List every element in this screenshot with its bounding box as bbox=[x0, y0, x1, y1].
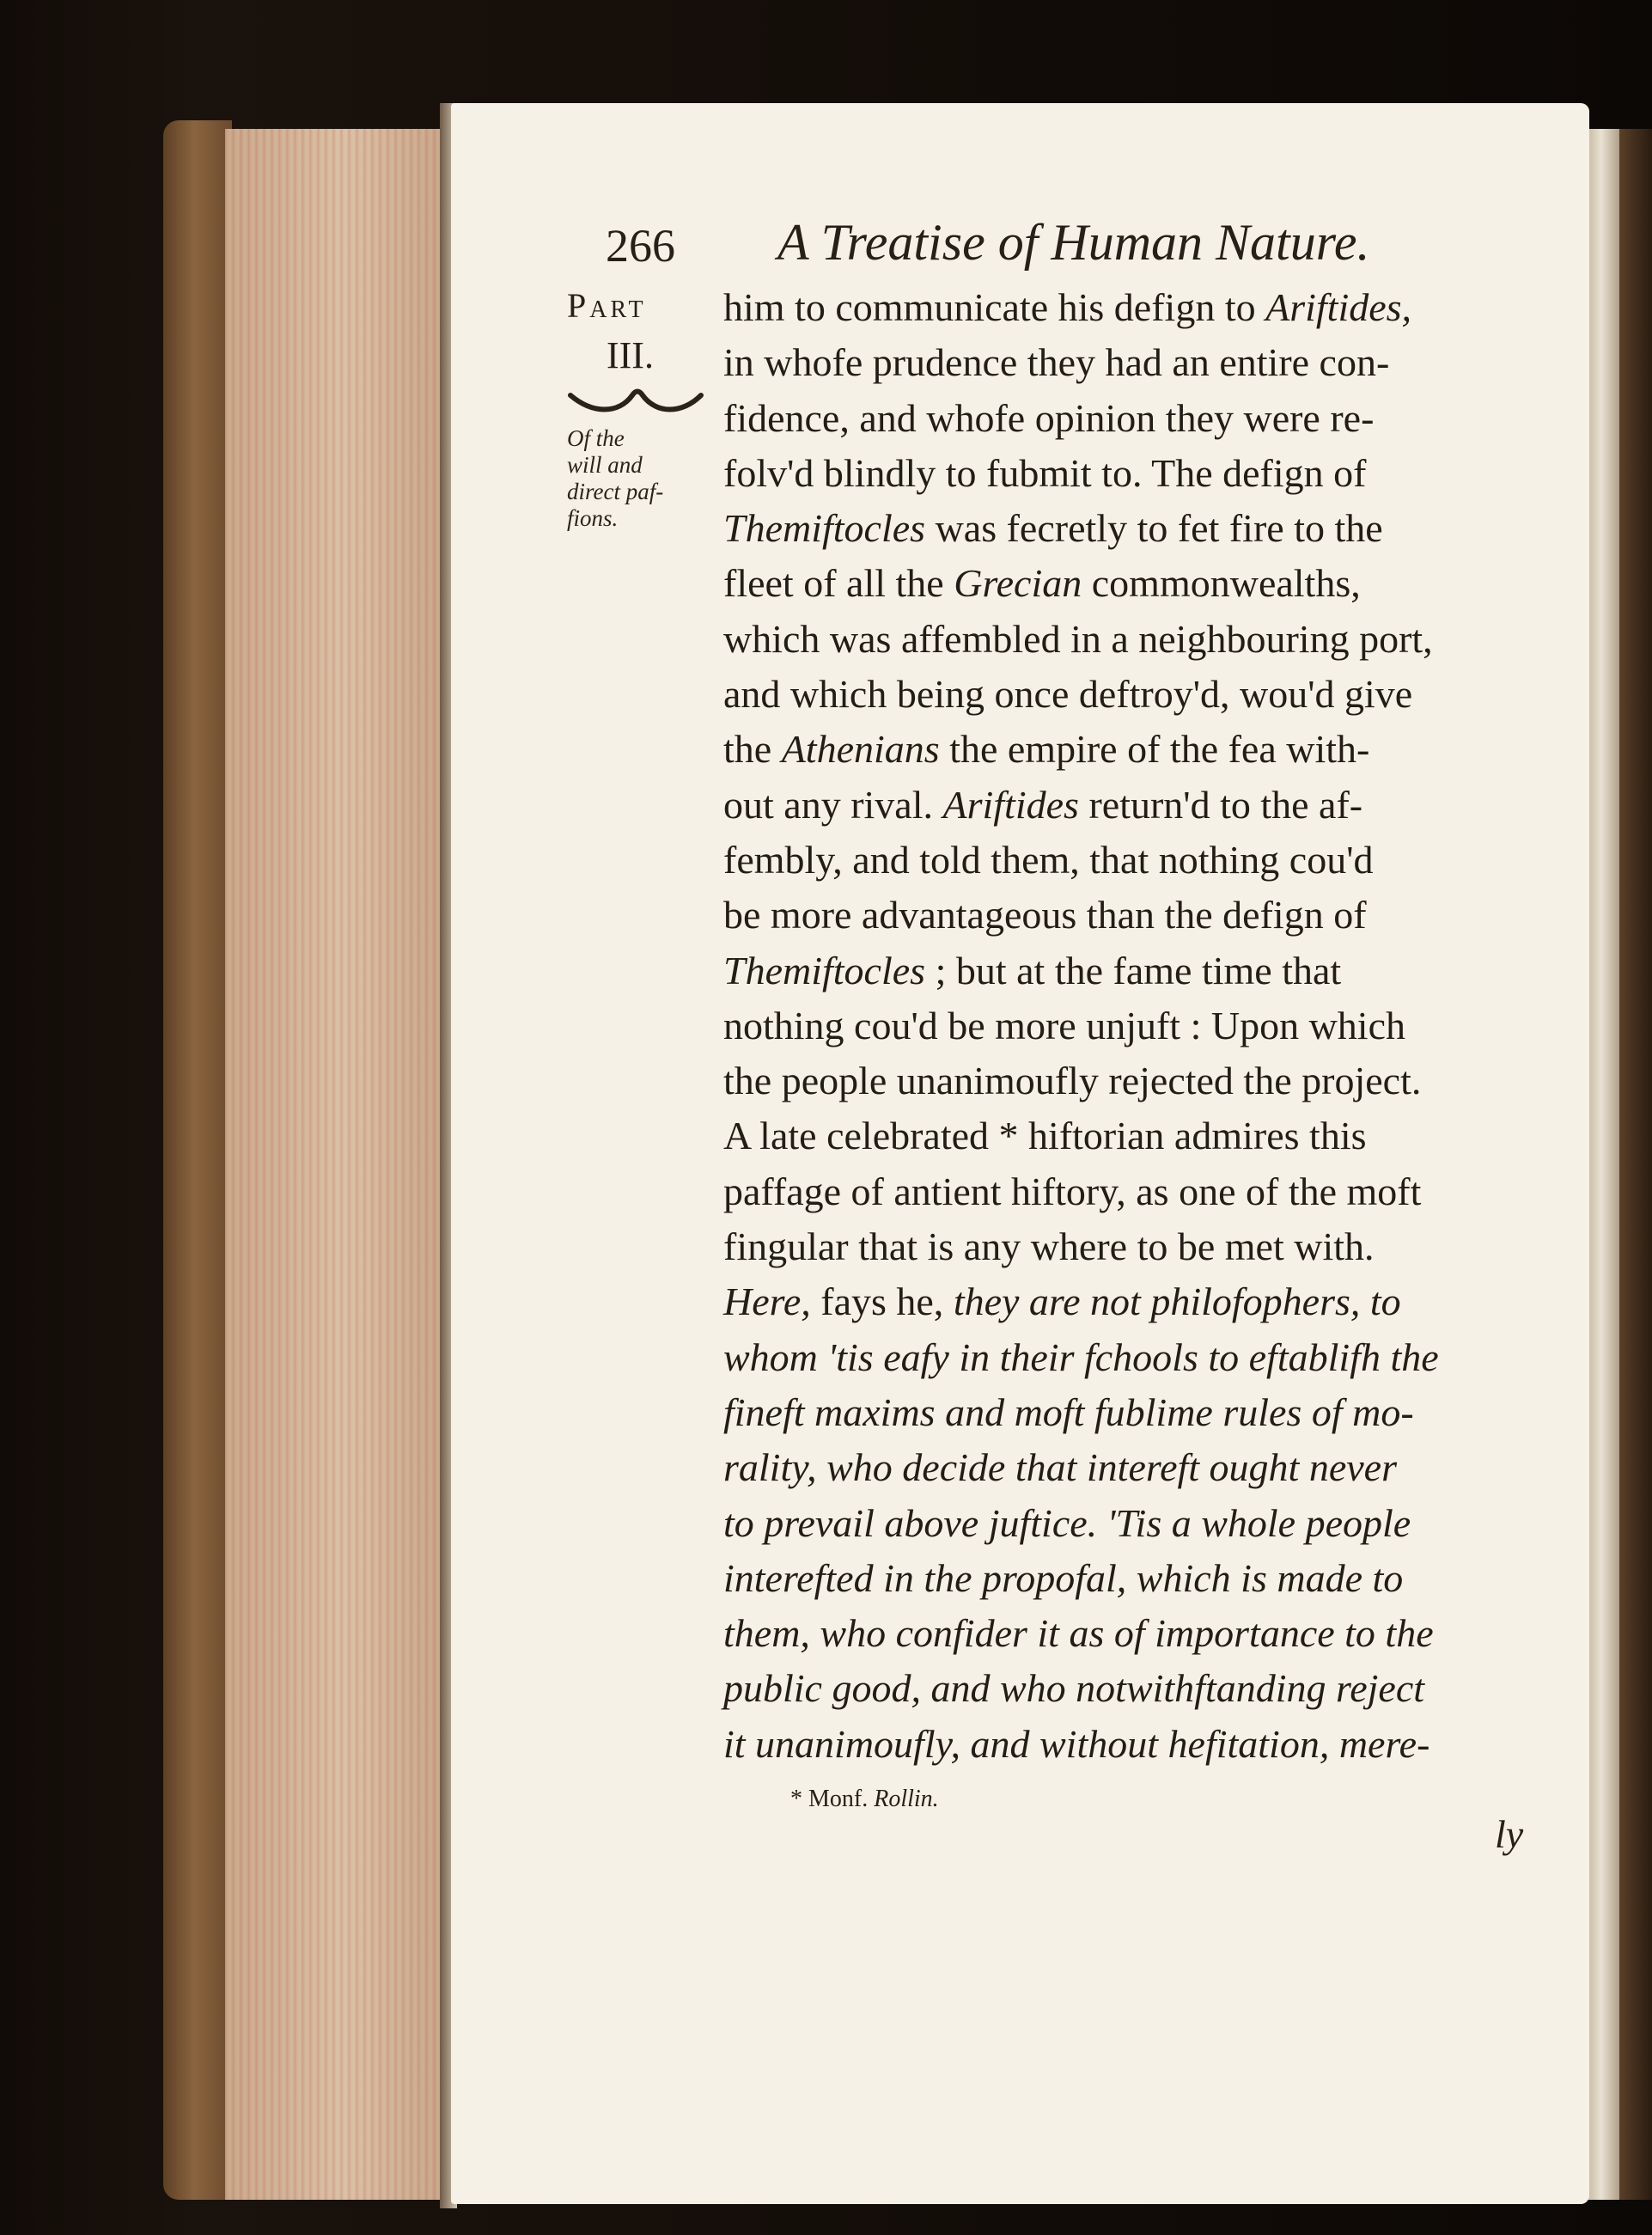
catchword: ly bbox=[1495, 1812, 1524, 1856]
text-line bbox=[723, 501, 1522, 556]
text-span: fembly, and told them, that nothing cou'd bbox=[723, 837, 1374, 882]
running-title: A Treatise of Human Nature. bbox=[777, 214, 1370, 271]
text-line bbox=[723, 1717, 1522, 1772]
text-span: ; but at the fame time that bbox=[925, 948, 1342, 992]
text-span: the people unanimoufly rejected the project. bbox=[723, 1059, 1422, 1103]
text-line bbox=[723, 1164, 1522, 1219]
text-line bbox=[723, 722, 1522, 777]
text-line bbox=[723, 833, 1522, 888]
book-cover-right bbox=[1619, 129, 1652, 2200]
italic-span: Themiftocles bbox=[723, 948, 926, 992]
side-note-line: Of the bbox=[567, 425, 625, 451]
text-line bbox=[723, 1330, 1522, 1385]
text-span: nothing cou'd be more unjuft : Upon which bbox=[723, 1003, 1405, 1047]
text-span: fingular that is any where to be met with. bbox=[723, 1224, 1375, 1269]
brace-ornament bbox=[567, 388, 704, 418]
text-line bbox=[723, 1274, 1522, 1329]
side-note-line: will and bbox=[567, 452, 643, 478]
text-span: him to communicate his defign to bbox=[723, 285, 1266, 329]
text-line bbox=[723, 888, 1522, 943]
italic-span: them, who confider it as of importance to the bbox=[723, 1611, 1434, 1656]
text-line bbox=[723, 943, 1522, 998]
text-span: the bbox=[723, 727, 782, 772]
italic-span: Themiftocles bbox=[723, 506, 926, 551]
italic-span: Grecian bbox=[954, 561, 1082, 606]
footnote-name: Rollin. bbox=[874, 1786, 939, 1812]
text-line bbox=[723, 1661, 1522, 1716]
italic-span: fineft maxims and moft fublime rules of mo- bbox=[723, 1389, 1414, 1434]
text-span: A late celebrated * hiftorian admires this bbox=[723, 1114, 1367, 1158]
text-line bbox=[723, 667, 1522, 722]
text-span: fidence, and whofe opinion they were re- bbox=[723, 395, 1375, 440]
text-line bbox=[723, 1219, 1522, 1274]
text-span: commonwealths, bbox=[1082, 561, 1361, 606]
text-span: fleet of all the bbox=[723, 561, 954, 606]
text-span: folv'd blindly to fubmit to. The defign of bbox=[723, 450, 1367, 495]
text-line bbox=[723, 335, 1522, 390]
text-span: the empire of the fea with- bbox=[939, 727, 1370, 772]
book-cover-left bbox=[163, 120, 232, 2200]
part-numeral: III. bbox=[607, 334, 654, 376]
text-span: which was affembled in a neighbouring port, bbox=[723, 616, 1433, 661]
italic-span: public good, and who notwithftanding reject bbox=[723, 1666, 1425, 1711]
italic-span: rality, who decide that intereft ought never bbox=[723, 1445, 1397, 1490]
italic-span: they are not philofophers, to bbox=[953, 1279, 1401, 1324]
text-span: return'd to the af- bbox=[1078, 782, 1363, 827]
italic-span: Ariftides bbox=[942, 782, 1079, 827]
side-note bbox=[567, 425, 704, 532]
page-edges bbox=[225, 129, 447, 2200]
text-line bbox=[723, 391, 1522, 446]
text-line bbox=[723, 1440, 1522, 1495]
italic-span: interefted in the propofal, which is made to bbox=[723, 1555, 1404, 1600]
text-line bbox=[723, 778, 1522, 833]
text-span: be more advantageous than the defign of bbox=[723, 893, 1367, 937]
side-note-line: direct paf- bbox=[567, 479, 664, 504]
text-line bbox=[723, 1496, 1522, 1551]
text-line bbox=[723, 998, 1522, 1053]
text-line bbox=[723, 612, 1522, 667]
text-line bbox=[723, 1108, 1522, 1163]
text-line bbox=[723, 1606, 1522, 1661]
italic-span: whom 'tis eafy in their fchools to eftablifh the bbox=[723, 1334, 1439, 1379]
right-page-edge bbox=[1588, 129, 1622, 2200]
text-span: paffage of antient hiftory, as one of the moft bbox=[723, 1169, 1422, 1213]
text-span: out any rival. bbox=[723, 782, 943, 827]
body-text bbox=[723, 280, 1522, 1772]
text-span: was fecretly to fet fire to the bbox=[925, 506, 1383, 551]
italic-span: Athenians bbox=[781, 727, 940, 772]
part-label: Part bbox=[567, 286, 647, 325]
text-span: and which being once deftroy'd, wou'd give bbox=[723, 672, 1413, 717]
text-line bbox=[723, 446, 1522, 501]
text-span: fays he, bbox=[810, 1279, 954, 1324]
italic-span: Ariftides, bbox=[1265, 285, 1412, 329]
footnote bbox=[790, 1786, 939, 1813]
text-line bbox=[723, 1053, 1522, 1108]
text-line bbox=[723, 556, 1522, 611]
footnote-marker: * bbox=[790, 1786, 808, 1812]
italic-span: it unanimoufly, and without hefitation, mere- bbox=[723, 1721, 1430, 1766]
page-number: 266 bbox=[606, 220, 675, 272]
side-note-line: fions. bbox=[567, 505, 619, 531]
text-line bbox=[723, 1385, 1522, 1440]
text-span: in whofe prudence they had an entire con- bbox=[723, 340, 1390, 385]
italic-span: Here, bbox=[723, 1279, 811, 1324]
italic-span: to prevail above juftice. 'Tis a whole people bbox=[723, 1500, 1411, 1545]
text-line bbox=[723, 1551, 1522, 1606]
footnote-text: Monf. bbox=[808, 1786, 875, 1812]
text-line bbox=[723, 280, 1522, 335]
